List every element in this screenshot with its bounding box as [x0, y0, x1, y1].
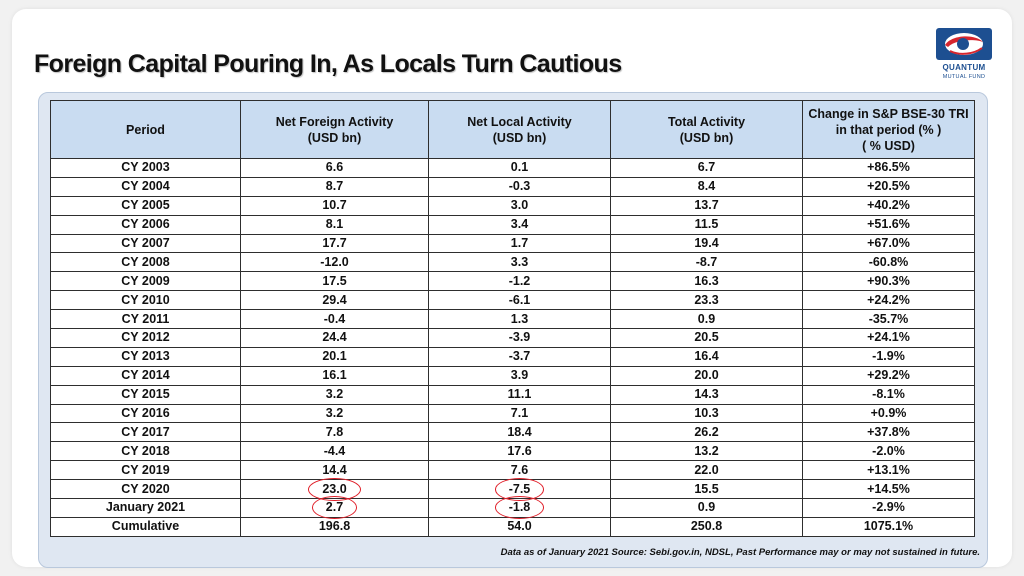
table-cell-period — [51, 291, 241, 310]
table-cell-change — [803, 347, 975, 366]
cell-value-change: +86.5% — [867, 160, 910, 175]
table-row — [51, 366, 975, 385]
table-cell-period — [51, 159, 241, 178]
table-row — [51, 159, 975, 178]
table-cell-local — [429, 234, 611, 253]
table-cell-period — [51, 480, 241, 499]
table-row — [51, 253, 975, 272]
cell-value-change: -1.9% — [872, 349, 905, 364]
table-cell-total — [611, 291, 803, 310]
table-cell-local — [429, 499, 611, 518]
table-cell-foreign — [241, 253, 429, 272]
table-cell-local — [429, 272, 611, 291]
cell-value-local: 7.6 — [510, 462, 529, 477]
header-total — [611, 101, 803, 159]
table-cell-local — [429, 517, 611, 536]
table-row — [51, 499, 975, 518]
cell-value-change: +90.3% — [867, 273, 910, 288]
table-row — [51, 404, 975, 423]
cell-value-period: CY 2005 — [121, 198, 170, 213]
cell-value-local: 3.3 — [510, 254, 529, 269]
header-net-local-line2: (USD bn) — [492, 130, 547, 145]
cell-value-period: CY 2006 — [121, 217, 170, 232]
table-cell-total — [611, 461, 803, 480]
highlight-oval-wrap — [509, 499, 531, 516]
table-cell-foreign — [241, 442, 429, 461]
table-row — [51, 461, 975, 480]
table-cell-foreign — [241, 366, 429, 385]
cell-value-local: 7.1 — [510, 406, 529, 421]
table-cell-period — [51, 234, 241, 253]
table-cell-foreign — [241, 272, 429, 291]
cell-value-foreign: 6.6 — [325, 160, 344, 175]
cell-value-foreign: 16.1 — [322, 368, 347, 383]
cell-value-total: 10.3 — [694, 406, 719, 421]
table-row — [51, 329, 975, 348]
table-cell-local — [429, 291, 611, 310]
table-cell-local — [429, 480, 611, 499]
cell-value-total: 15.5 — [694, 481, 719, 496]
highlight-oval-wrap — [326, 499, 343, 516]
cell-value-change: +67.0% — [867, 236, 910, 250]
table-cell-total — [611, 310, 803, 329]
table-cell-change — [803, 215, 975, 234]
cell-value-local: -1.8 — [508, 500, 531, 515]
table-cell-change — [803, 461, 975, 480]
table-cell-period — [51, 215, 241, 234]
cell-value-total: 0.9 — [697, 311, 716, 326]
table-cell-change — [803, 159, 975, 178]
table-cell-local — [429, 366, 611, 385]
cell-value-local: 54.0 — [507, 519, 532, 534]
cell-value-change: +0.9% — [870, 406, 907, 421]
table-cell-total — [611, 196, 803, 215]
cell-value-total: 11.5 — [694, 217, 719, 232]
table-header-row — [51, 101, 975, 159]
table-cell-change — [803, 517, 975, 536]
quantum-logo — [934, 28, 994, 88]
table-cell-total — [611, 480, 803, 499]
cell-value-foreign: 3.2 — [325, 387, 344, 402]
cell-value-total: 20.5 — [694, 330, 719, 345]
cell-value-total: 14.3 — [694, 387, 719, 402]
table-cell-foreign — [241, 291, 429, 310]
table-cell-period — [51, 196, 241, 215]
table-cell-local — [429, 423, 611, 442]
table-cell-local — [429, 385, 611, 404]
cell-value-period: CY 2016 — [121, 406, 170, 421]
cell-value-change: +40.2% — [867, 198, 910, 213]
cell-value-foreign: 20.1 — [322, 349, 347, 364]
table-cell-local — [429, 404, 611, 423]
cell-value-local: -3.9 — [508, 330, 531, 345]
logo-name: QUANTUM — [942, 63, 986, 72]
cell-value-period: CY 2007 — [121, 236, 170, 250]
table-cell-change — [803, 253, 975, 272]
cell-value-local: -1.2 — [508, 273, 531, 288]
table-row — [51, 272, 975, 291]
table-cell-change — [803, 404, 975, 423]
table-cell-foreign — [241, 480, 429, 499]
table-cell-change — [803, 272, 975, 291]
logo-subtitle: MUTUAL FUND — [942, 74, 986, 80]
header-net-local-line1: Net Local Activity — [467, 114, 572, 129]
table-cell-period — [51, 347, 241, 366]
cell-value-total: 26.2 — [694, 424, 719, 439]
cell-value-local: -0.3 — [508, 179, 531, 194]
cell-value-local: 11.1 — [507, 387, 532, 402]
cell-value-total: 13.7 — [694, 198, 719, 213]
table-cell-foreign — [241, 499, 429, 518]
highlight-oval-wrap — [322, 481, 346, 498]
header-change — [803, 101, 975, 159]
cell-value-change: +20.5% — [867, 179, 910, 194]
activity-table — [50, 100, 975, 537]
table-cell-local — [429, 461, 611, 480]
cell-value-period: CY 2010 — [121, 292, 170, 307]
header-net-foreign — [241, 101, 429, 159]
cell-value-total: 19.4 — [694, 236, 719, 250]
table-cell-change — [803, 499, 975, 518]
cell-value-period: CY 2013 — [121, 349, 170, 364]
table-cell-period — [51, 310, 241, 329]
table-cell-change — [803, 480, 975, 499]
cell-value-total: 16.4 — [694, 349, 719, 364]
header-period-label: Period — [126, 122, 165, 137]
table-cell-total — [611, 499, 803, 518]
table-cell-total — [611, 253, 803, 272]
cell-value-foreign: 29.4 — [322, 292, 347, 307]
cell-value-local: -3.7 — [508, 349, 531, 364]
table-cell-period — [51, 366, 241, 385]
table-cell-change — [803, 385, 975, 404]
cell-value-local: 3.4 — [510, 217, 529, 232]
table-cell-period — [51, 461, 241, 480]
table-cell-change — [803, 234, 975, 253]
cell-value-period: CY 2018 — [121, 443, 170, 458]
table-cell-total — [611, 366, 803, 385]
cell-value-period: CY 2020 — [121, 481, 170, 496]
table-cell-total — [611, 347, 803, 366]
table-cell-foreign — [241, 159, 429, 178]
cell-value-foreign: 7.8 — [325, 424, 344, 439]
cell-value-local: 18.4 — [507, 424, 532, 439]
cell-value-foreign: 24.4 — [322, 330, 347, 345]
cell-value-total: 22.0 — [694, 462, 719, 477]
cell-value-period: January 2021 — [105, 500, 186, 515]
table-cell-total — [611, 517, 803, 536]
table-cell-local — [429, 310, 611, 329]
cell-value-change: +51.6% — [867, 217, 910, 232]
cell-value-foreign: 2.7 — [325, 500, 344, 515]
page-title: Foreign Capital Pouring In, As Locals Turn Cautious — [34, 50, 622, 78]
cell-value-change: -60.8% — [868, 254, 909, 269]
header-total-line2: (USD bn) — [679, 130, 734, 145]
table-cell-period — [51, 272, 241, 291]
table-cell-period — [51, 177, 241, 196]
table-cell-foreign — [241, 310, 429, 329]
table-row — [51, 385, 975, 404]
table-row — [51, 215, 975, 234]
cell-value-foreign: 196.8 — [318, 519, 351, 534]
table-row — [51, 177, 975, 196]
table-cell-period — [51, 329, 241, 348]
cell-value-change: +14.5% — [867, 481, 910, 496]
cell-value-local: 1.3 — [510, 311, 529, 326]
table-cell-local — [429, 442, 611, 461]
cell-value-total: -8.7 — [695, 254, 718, 269]
header-net-foreign-line1: Net Foreign Activity — [275, 114, 394, 129]
table-cell-change — [803, 366, 975, 385]
cell-value-foreign: -4.4 — [323, 443, 346, 458]
cell-value-period: CY 2019 — [121, 462, 170, 477]
table-cell-change — [803, 310, 975, 329]
cell-value-period: CY 2008 — [121, 254, 170, 269]
cell-value-local: 17.6 — [507, 443, 532, 458]
cell-value-change: +29.2% — [867, 368, 910, 383]
cell-value-foreign: 17.7 — [322, 236, 347, 250]
table-cell-period — [51, 423, 241, 442]
table-cell-period — [51, 253, 241, 272]
table-cell-total — [611, 215, 803, 234]
cell-value-period: CY 2012 — [121, 330, 170, 345]
cell-value-period: Cumulative — [111, 519, 180, 534]
table-cell-change — [803, 442, 975, 461]
cell-value-change: +37.8% — [867, 424, 910, 439]
table-cell-foreign — [241, 329, 429, 348]
cell-value-total: 6.7 — [697, 160, 716, 175]
cell-value-change: -2.9% — [872, 500, 905, 515]
table-cell-foreign — [241, 215, 429, 234]
table-row — [51, 517, 975, 536]
table-body — [51, 159, 975, 537]
table-cell-foreign — [241, 517, 429, 536]
table-cell-change — [803, 329, 975, 348]
table-cell-local — [429, 329, 611, 348]
table-cell-foreign — [241, 423, 429, 442]
table-row — [51, 291, 975, 310]
table-cell-change — [803, 196, 975, 215]
cell-value-local: 1.7 — [510, 236, 529, 250]
cell-value-period: CY 2014 — [121, 368, 170, 383]
table-cell-foreign — [241, 385, 429, 404]
table-row — [51, 347, 975, 366]
table-cell-change — [803, 423, 975, 442]
cell-value-total: 0.9 — [697, 500, 716, 515]
table-cell-change — [803, 177, 975, 196]
table-cell-local — [429, 215, 611, 234]
table-row — [51, 196, 975, 215]
cell-value-total: 16.3 — [694, 273, 719, 288]
table-cell-local — [429, 253, 611, 272]
cell-value-local: -6.1 — [508, 292, 531, 307]
cell-value-foreign: 3.2 — [325, 406, 344, 421]
table-row — [51, 442, 975, 461]
table-cell-foreign — [241, 404, 429, 423]
cell-value-change: +24.2% — [867, 292, 910, 307]
table-cell-total — [611, 329, 803, 348]
table-cell-local — [429, 347, 611, 366]
table-cell-local — [429, 177, 611, 196]
table-cell-local — [429, 196, 611, 215]
table-cell-foreign — [241, 177, 429, 196]
cell-value-foreign: 17.5 — [322, 273, 347, 288]
table-row — [51, 310, 975, 329]
table-row — [51, 423, 975, 442]
table-cell-period — [51, 442, 241, 461]
cell-value-change: 1075.1% — [863, 519, 914, 534]
highlight-oval-wrap — [509, 481, 531, 498]
cell-value-change: -35.7% — [868, 311, 909, 326]
table-cell-change — [803, 291, 975, 310]
cell-value-total: 23.3 — [694, 292, 719, 307]
table-cell-total — [611, 159, 803, 178]
cell-value-foreign: 8.7 — [325, 179, 344, 194]
table-cell-total — [611, 423, 803, 442]
cell-value-local: -7.5 — [508, 481, 531, 496]
table-row — [51, 480, 975, 499]
cell-value-total: 20.0 — [694, 368, 719, 383]
cell-value-local: 0.1 — [510, 160, 529, 175]
cell-value-change: -8.1% — [872, 387, 905, 402]
table-cell-local — [429, 159, 611, 178]
cell-value-foreign: 23.0 — [322, 481, 347, 496]
quantum-logo-icon — [936, 28, 992, 60]
table-cell-period — [51, 499, 241, 518]
cell-value-local: 3.0 — [510, 198, 529, 213]
table-cell-foreign — [241, 347, 429, 366]
header-change-line3: ( % USD) — [862, 138, 915, 153]
table-cell-total — [611, 442, 803, 461]
cell-value-foreign: -12.0 — [320, 254, 349, 269]
table-cell-period — [51, 385, 241, 404]
cell-value-total: 13.2 — [694, 443, 719, 458]
cell-value-foreign: 10.7 — [322, 198, 347, 213]
table-cell-period — [51, 404, 241, 423]
header-period — [51, 101, 241, 159]
cell-value-foreign: 14.4 — [322, 462, 347, 477]
table-cell-foreign — [241, 196, 429, 215]
cell-value-period: CY 2017 — [121, 424, 170, 439]
cell-value-period: CY 2003 — [121, 160, 170, 175]
header-total-line1: Total Activity — [667, 114, 746, 129]
table-cell-total — [611, 177, 803, 196]
cell-value-foreign: 8.1 — [325, 217, 344, 232]
header-net-foreign-line2: (USD bn) — [307, 130, 362, 145]
table-cell-total — [611, 385, 803, 404]
header-change-line1: Change in S&P BSE-30 TRI — [808, 106, 969, 121]
cell-value-change: -2.0% — [872, 443, 905, 458]
cell-value-change: +13.1% — [867, 462, 910, 477]
cell-value-foreign: -0.4 — [323, 311, 346, 326]
table-cell-foreign — [241, 461, 429, 480]
table-row — [51, 234, 975, 253]
cell-value-total: 250.8 — [690, 519, 723, 534]
cell-value-total: 8.4 — [697, 179, 716, 194]
cell-value-period: CY 2015 — [121, 387, 170, 402]
table-cell-period — [51, 517, 241, 536]
cell-value-period: CY 2009 — [121, 273, 170, 288]
table-cell-total — [611, 272, 803, 291]
header-change-line2: in that period (% ) — [835, 122, 942, 137]
cell-value-local: 3.9 — [510, 368, 529, 383]
table-cell-total — [611, 234, 803, 253]
table-cell-total — [611, 404, 803, 423]
cell-value-change: +24.1% — [867, 330, 910, 345]
header-net-local — [429, 101, 611, 159]
cell-value-period: CY 2011 — [121, 311, 170, 326]
footnote: Data as of January 2021 Source: Sebi.gov.in, NDSL, Past Performance may or may not sustained in future. — [500, 547, 980, 558]
cell-value-period: CY 2004 — [121, 179, 170, 194]
table-cell-foreign — [241, 234, 429, 253]
